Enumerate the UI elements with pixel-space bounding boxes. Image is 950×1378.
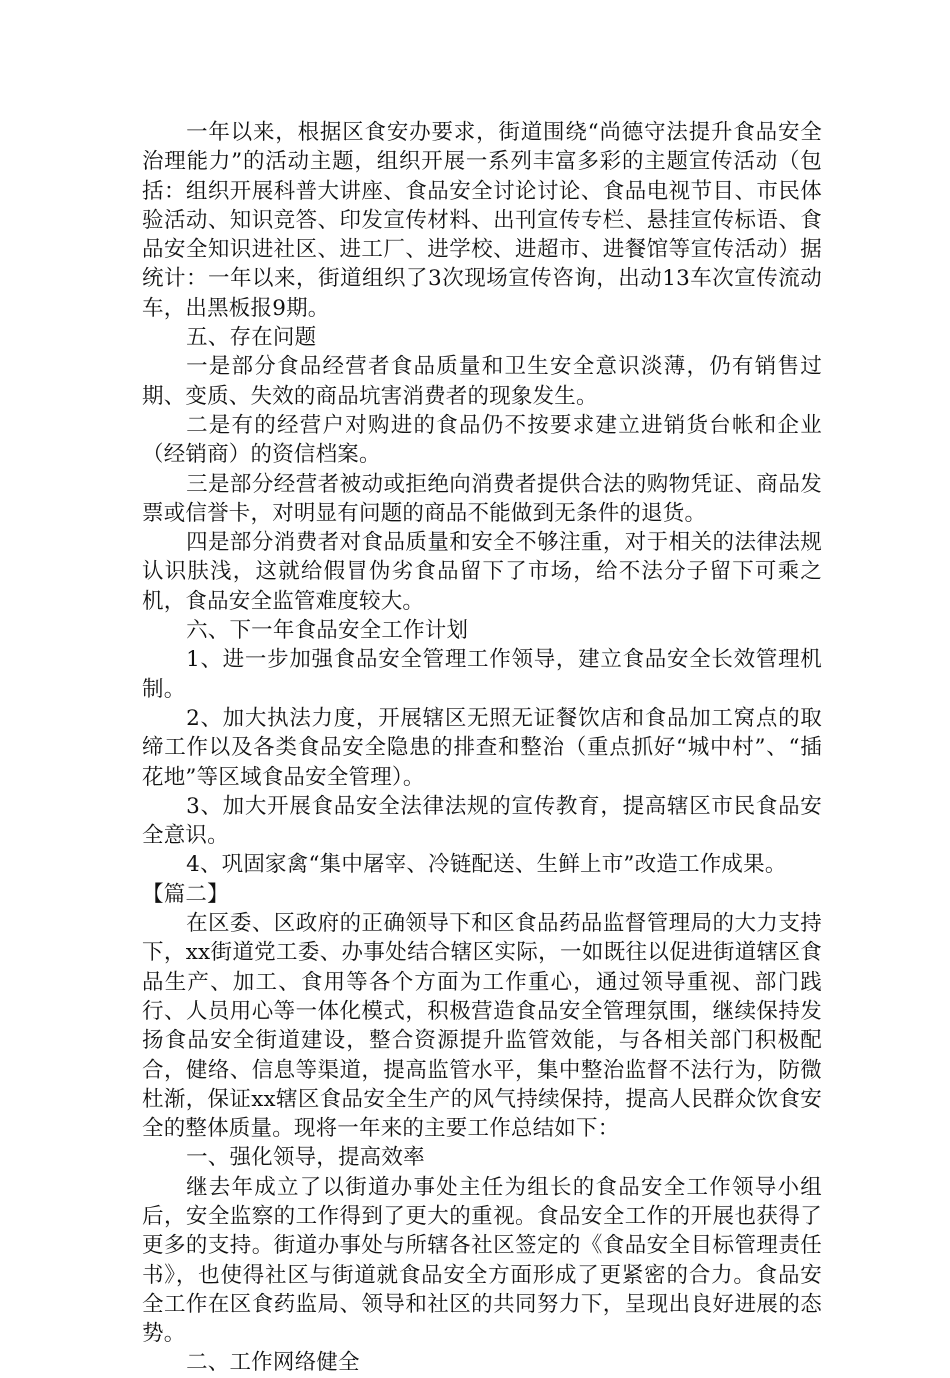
paragraph-plan-2: 2、加大执法力度，开展辖区无照无证餐饮店和食品加工窝点的取缔工作以及各类食品安全隐患的排查和整治（重点抓好“城中村”、“插花地”等区域食品安全管理）。 <box>142 705 822 790</box>
section-marker-part-two: 【篇二】 <box>142 881 229 907</box>
heading-work-network: 二、工作网络健全 <box>186 1350 360 1376</box>
paragraph-leadership: 继去年成立了以街道办事处主任为组长的食品安全工作领导小组后，安全监察的工作得到了更大的重视。食品安全工作的开展也获得了更多的支持。街道办事处与所辖各社区签定的《食品安全目标管理责任书》，也使得社区与街道就食品安全方面形成了更紧密的合力。食品安全工作在区食药监局、领导和社区的共同努力下，呈现出良好进展的态势。 <box>142 1174 822 1347</box>
paragraph-problem-2: 二是有的经营户对购进的食品仍不按要求建立进销货台帐和企业（经销商）的资信档案。 <box>142 412 822 468</box>
heading-next-year-plan: 六、下一年食品安全工作计划 <box>186 618 469 644</box>
paragraph-problem-4: 四是部分消费者对食品质量和安全不够注重，对于相关的法律法规认识肤浅，这就给假冒伪劣食品留下了市场，给不法分子留下可乘之机，食品安全监管难度较大。 <box>142 530 822 614</box>
paragraph-part-two-intro: 在区委、区政府的正确领导下和区食品药品监督管理局的大力支持下，xx街道党工委、办事处结合辖区实际，一如既往以促进街道辖区食品生产、加工、食用等各个方面为工作重心，通过领导重视、部门践行、人员用心等一体化模式，积极营造食品安全管理氛围，继续保持发扬食品安全街道建设，整合资源提升监管效能，与各相关部门积极配合，健络、信息等渠道，提高监管水平，集中整治监督不法行为，防微杜渐，保证xx辖区食品安全生产的风气持续保持，提高人民群众饮食安全的整体质量。现将一年来的主要工作总结如下： <box>142 911 822 1142</box>
paragraph-publicity-activities: 一年以来，根据区食安办要求，街道围绕“尚德守法提升食品安全治理能力”的活动主题，组织开展一系列丰富多彩的主题宣传活动（包括：组织开展科普大讲座、食品安全讨论讨论、食品电视节目、市民体验活动、知识竞答、印发宣传材料、出刊宣传专栏、悬挂宣传标语、食品安全知识进社区、进工厂、进学校、进超市、进餐馆等宣传活动）据统计：一年以来，街道组织了3次现场宣传咨询，出动13车次宣传流动车，出黑板报9期。 <box>142 120 822 321</box>
paragraph-plan-3: 3、加大开展食品安全法律法规的宣传教育，提高辖区市民食品安全意识。 <box>142 793 822 849</box>
paragraph-problem-1: 一是部分食品经营者食品质量和卫生安全意识淡薄，仍有销售过期、变质、失效的商品坑害消费者的现象发生。 <box>142 354 822 409</box>
paragraph-plan-4: 4、巩固家禽“集中屠宰、冷链配送、生鲜上市”改造工作成果。 <box>186 852 787 878</box>
document-body <box>142 118 822 1378</box>
heading-strengthen-leadership: 一、强化领导，提高效率 <box>186 1145 425 1171</box>
paragraph-problem-3: 三是部分经营者被动或拒绝向消费者提供合法的购物凭证、商品发票或信誉卡，对明显有问题的商品不能做到无条件的退货。 <box>142 471 822 526</box>
heading-existing-problems: 五、存在问题 <box>186 325 317 351</box>
paragraph-plan-1: 1、进一步加强食品安全管理工作领导，建立食品安全长效管理机制。 <box>142 647 822 702</box>
